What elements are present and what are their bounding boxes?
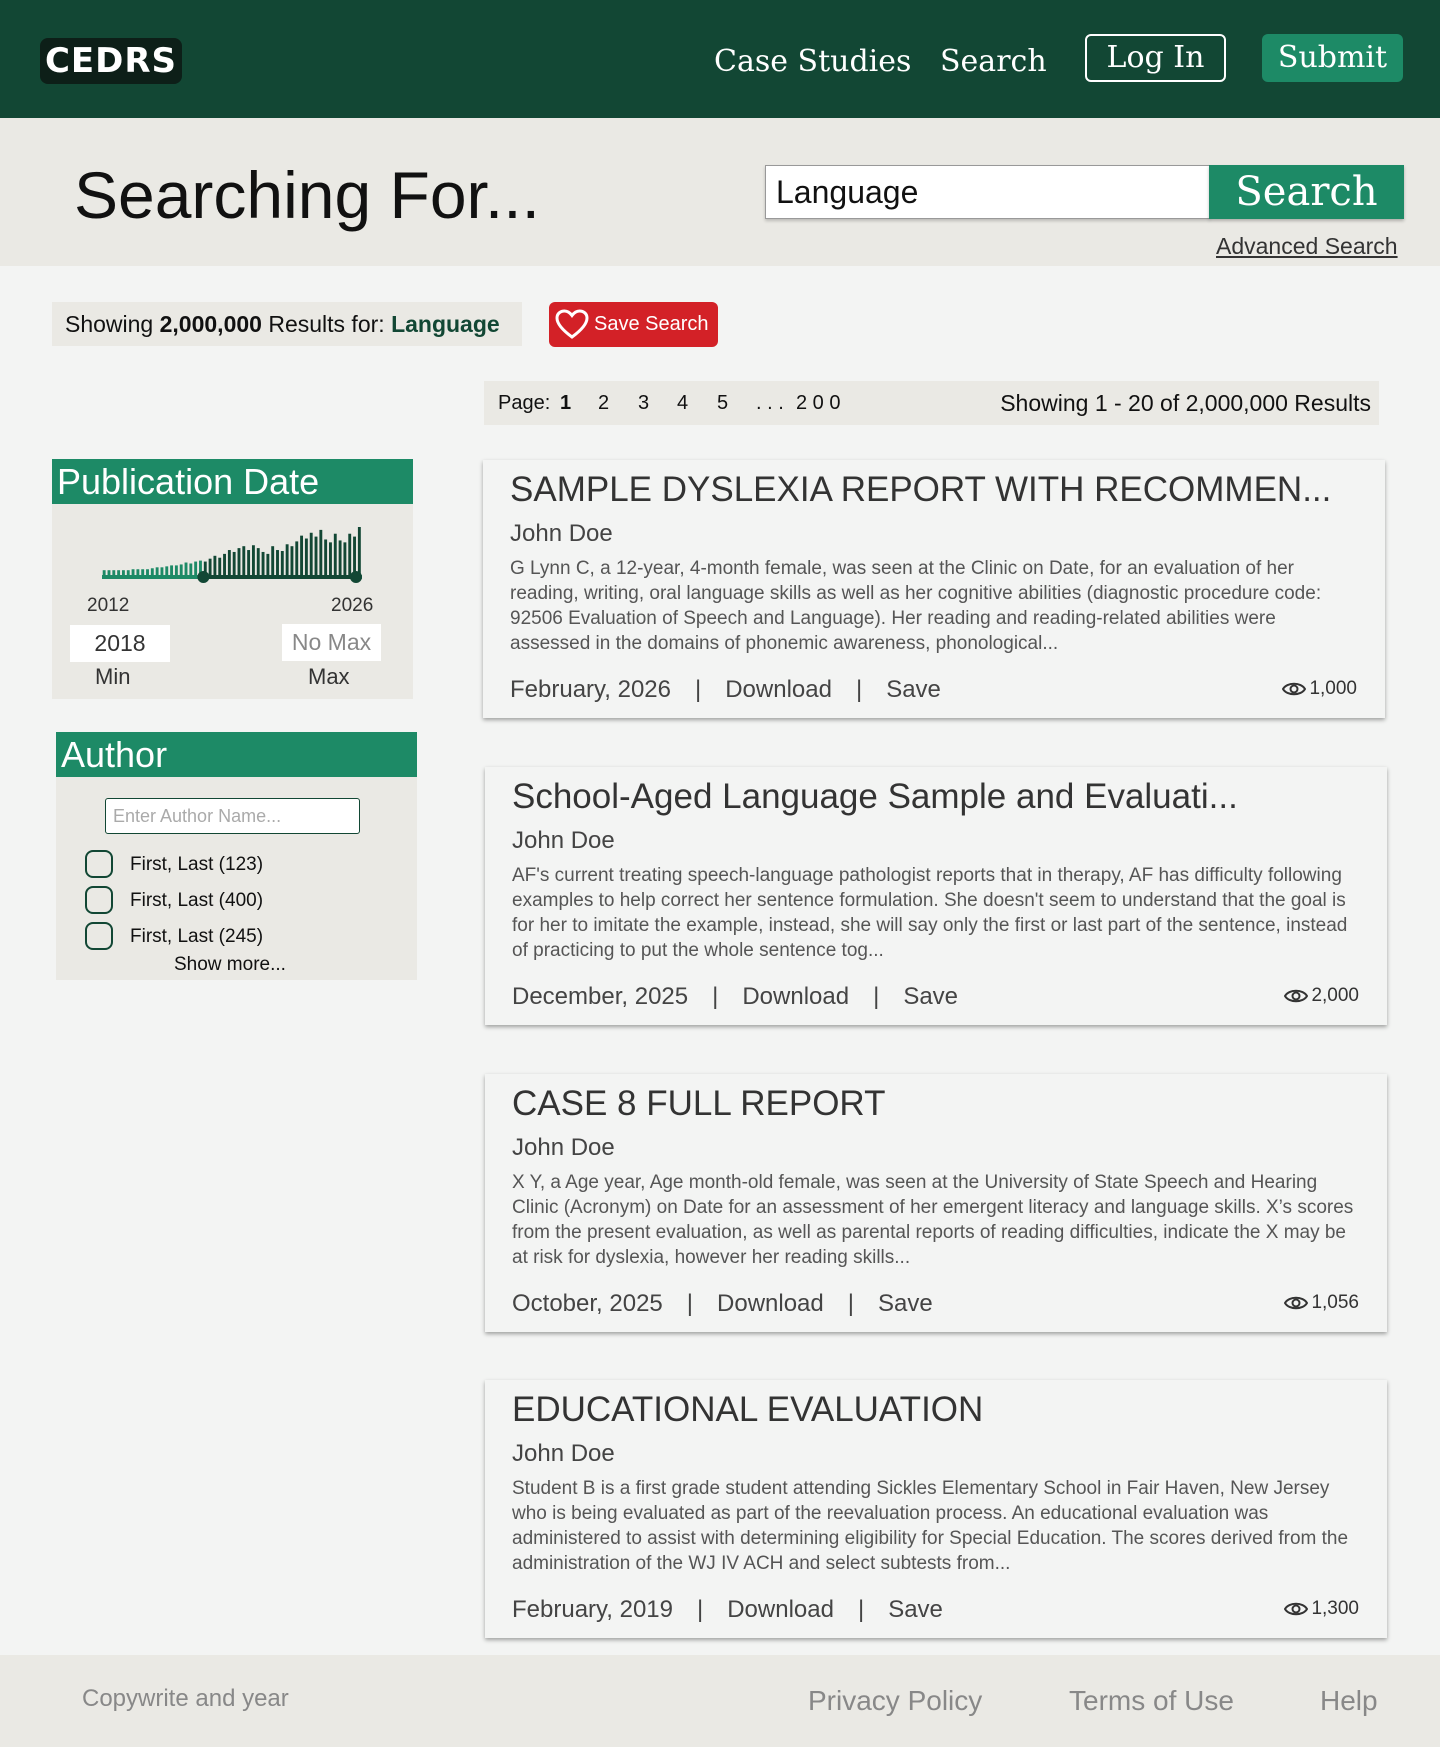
histogram-bar <box>136 569 139 575</box>
save-link[interactable]: Save <box>877 1290 933 1317</box>
histogram-start-year: 2012 <box>87 595 130 616</box>
author-search-input[interactable]: Enter Author Name... <box>105 798 360 834</box>
result-footer <box>512 1290 933 1318</box>
separator: | <box>712 983 719 1010</box>
histogram-bar <box>257 548 260 575</box>
page-link-2[interactable]: 2 <box>598 392 610 414</box>
result-card[interactable] <box>485 767 1387 1025</box>
view-count <box>1284 985 1359 1007</box>
result-date: February, 2026 <box>510 676 671 703</box>
histogram-bar <box>324 539 327 575</box>
separator: | <box>694 676 702 703</box>
histogram-bar <box>300 536 303 575</box>
page-link-5[interactable]: 5 <box>717 392 729 414</box>
download-link[interactable]: Download <box>742 983 850 1010</box>
histogram-bar <box>189 563 192 575</box>
terms-of-use-link[interactable]: Terms of Use <box>1069 1685 1234 1716</box>
page-link-4[interactable]: 4 <box>677 392 689 414</box>
view-count-value: 2,000 <box>1311 985 1359 1006</box>
histogram-bar <box>233 552 236 575</box>
page-footer <box>0 1655 1440 1747</box>
separator: | <box>873 983 880 1010</box>
view-count <box>1282 678 1357 700</box>
histogram-bar <box>218 558 221 575</box>
save-link[interactable]: Save <box>886 676 941 703</box>
histogram-bar <box>117 570 120 575</box>
author-checkbox[interactable] <box>85 886 113 914</box>
result-description: X Y, a Age year, Age month-old female, was seen at the University of State Speech and Hearing Clinic (Acronym) on Date for an assessment of her emergent literacy and language skills. X’s scores from the present evaluation, as well as parental reports of reading difficulties, indicate the X may be at risk for dyslexia, however her reading skills... <box>512 1172 1354 1268</box>
max-label: Max <box>308 664 350 689</box>
result-date: October, 2025 <box>512 1290 663 1317</box>
publication-date-histogram[interactable] <box>102 523 362 585</box>
histogram-bar <box>319 530 322 575</box>
result-title[interactable]: SAMPLE DYSLEXIA REPORT WITH RECOMMEN... <box>510 470 1332 509</box>
histogram-bar <box>310 533 313 575</box>
save-search-button[interactable] <box>549 302 718 347</box>
histogram-bar <box>132 569 135 575</box>
histogram-bar <box>315 537 318 575</box>
summary-prefix: Showing <box>65 311 160 337</box>
search-input[interactable]: Language <box>765 165 1210 219</box>
nav-search-link[interactable]: Search <box>940 44 1047 79</box>
submit-button[interactable]: Submit <box>1262 34 1403 82</box>
summary-middle: Results for: <box>261 311 392 337</box>
min-year-input[interactable]: 2018 <box>70 625 170 662</box>
histogram-bar <box>358 527 361 575</box>
histogram-bar <box>108 570 111 575</box>
author-option-label: First, Last (123) <box>130 854 264 875</box>
publication-date-filter <box>52 459 413 699</box>
log-in-button[interactable]: Log In <box>1085 34 1226 82</box>
histogram-bar <box>271 546 274 575</box>
eye-icon <box>1284 987 1308 1005</box>
author-filter-title: Author <box>56 732 417 777</box>
histogram-bar <box>228 550 231 575</box>
histogram-bar <box>146 569 149 575</box>
results-range: Showing 1 - 20 of 2,000,000 Results <box>1000 390 1371 416</box>
view-count-value: 1,056 <box>1311 1292 1359 1313</box>
nav-case-studies-link[interactable]: Case Studies <box>714 44 912 79</box>
histogram-bar <box>141 569 144 575</box>
histogram-bar <box>252 545 255 575</box>
author-checkbox[interactable] <box>85 850 113 878</box>
max-year-input[interactable]: No Max <box>282 624 381 661</box>
result-title[interactable]: School-Aged Language Sample and Evaluati... <box>512 777 1238 816</box>
view-count-value: 1,300 <box>1311 1598 1359 1619</box>
page-ellipsis: . . . <box>756 392 784 414</box>
help-link[interactable]: Help <box>1320 1685 1378 1716</box>
view-count <box>1284 1292 1359 1314</box>
show-more-authors-link[interactable]: Show more... <box>174 954 286 975</box>
pagination-bar <box>484 381 1379 425</box>
download-link[interactable]: Download <box>725 676 832 703</box>
histogram-bar <box>334 534 337 575</box>
download-link[interactable]: Download <box>727 1596 834 1623</box>
histogram-bar <box>348 534 351 575</box>
publication-date-title: Publication Date <box>52 459 413 504</box>
cedrs-logo[interactable]: CEDRS <box>40 38 182 84</box>
author-option-label: First, Last (400) <box>130 890 264 911</box>
histogram-bar <box>213 556 216 575</box>
histogram-bar <box>339 540 342 575</box>
result-description: G Lynn C, a 12-year, 4-month female, was seen at the Clinic on Date, for an evaluation of her reading, writing, oral language skills as well as her cognitive abilities (diagnostic procedure code: 92506 Evaluation of Speech and Language). Her reading and reading-related abilities were assessed in the domains of phonemic awareness, phonological... <box>510 558 1322 654</box>
histogram-end-year: 2026 <box>331 595 374 616</box>
histogram-bar <box>209 559 212 575</box>
copyright-text: Copywrite and year <box>82 1685 289 1712</box>
histogram-bar <box>175 565 178 575</box>
view-count-value: 1,000 <box>1309 678 1357 699</box>
histogram-bar <box>112 570 115 575</box>
author-option-label: First, Last (245) <box>130 926 264 947</box>
separator: | <box>696 1596 704 1623</box>
page-link-1[interactable]: 1 <box>560 392 572 414</box>
histogram-bar <box>291 546 294 575</box>
results-summary <box>52 302 522 346</box>
advanced-search-link[interactable]: Advanced Search <box>1216 233 1398 259</box>
eye-icon <box>1282 680 1306 698</box>
histogram-bar <box>353 537 356 575</box>
result-card[interactable] <box>483 460 1385 718</box>
histogram-bar <box>276 550 279 575</box>
min-label: Min <box>95 664 131 689</box>
histogram-bar <box>343 542 346 575</box>
histogram-bar <box>170 565 173 575</box>
histogram-bar <box>286 544 289 575</box>
page-title: Searching For... <box>74 158 540 232</box>
separator: | <box>686 1290 694 1317</box>
result-description: Student B is a first grade student attending Sickles Elementary School in Fair Haven, New Jersey who is being evaluated as part of the reevaluation process. An educational evaluation was administered to assist with determining eligibility for Special Education. The scores derived from the administration of the WJ IV ACH and select subtests from... <box>512 1478 1349 1574</box>
histogram-bar <box>242 546 245 575</box>
privacy-policy-link[interactable]: Privacy Policy <box>808 1685 983 1716</box>
result-card[interactable] <box>485 1380 1387 1638</box>
result-date: December, 2025 <box>512 983 689 1010</box>
histogram-bar <box>305 539 308 575</box>
result-author[interactable]: John Doe <box>512 827 615 854</box>
histogram-bar <box>238 548 241 575</box>
eye-icon <box>1284 1294 1308 1312</box>
result-card[interactable] <box>485 1074 1387 1332</box>
heart-icon <box>555 309 589 340</box>
histogram-bar <box>165 566 168 575</box>
save-link[interactable]: Save <box>903 983 959 1010</box>
top-navigation-bar <box>0 0 1440 118</box>
result-description: AF's current treating speech-language pathologist reports that in therapy, AF has difficulty following examples to help correct her sentence formulation. She doesn't seem to understand that the goal is for her to imitate the example, instead, she will say only the first or last part of the sentence, instead of practicing to put the whole sentence tog... <box>512 865 1348 961</box>
summary-count: 2,000,000 <box>159 311 262 337</box>
histogram-bar <box>262 552 265 575</box>
histogram-bar <box>151 568 154 575</box>
separator: | <box>855 676 863 703</box>
result-footer <box>510 676 941 704</box>
histogram-bar <box>223 554 226 575</box>
save-search-label: Save Search <box>594 313 709 335</box>
search-banner <box>0 118 1440 266</box>
author-checkbox[interactable] <box>85 922 113 950</box>
result-author[interactable]: John Doe <box>512 1134 615 1161</box>
separator: | <box>847 1290 854 1317</box>
result-footer <box>512 983 958 1011</box>
histogram-bar <box>127 570 130 575</box>
histogram-bar <box>122 570 125 575</box>
result-title[interactable]: CASE 8 FULL REPORT <box>512 1084 886 1123</box>
histogram-bar <box>266 554 269 575</box>
histogram-bar <box>329 542 332 575</box>
histogram-bar <box>180 564 183 575</box>
result-footer <box>512 1596 943 1624</box>
search-button[interactable]: Search <box>1209 165 1404 219</box>
histogram-bar <box>281 551 284 575</box>
view-count <box>1284 1598 1359 1620</box>
result-author[interactable]: John Doe <box>510 520 613 547</box>
histogram-bar <box>161 567 164 575</box>
range-slider-min-handle[interactable] <box>197 571 209 583</box>
histogram-bar <box>295 541 298 575</box>
page-link-last[interactable]: 2 0 0 <box>796 392 841 414</box>
page-link-3[interactable]: 3 <box>638 392 650 414</box>
download-link[interactable]: Download <box>717 1290 824 1317</box>
histogram-bar <box>156 567 159 575</box>
summary-query: Language <box>391 311 500 337</box>
result-title[interactable]: EDUCATIONAL EVALUATION <box>512 1390 984 1429</box>
range-slider-max-handle[interactable] <box>350 571 362 583</box>
eye-icon <box>1284 1600 1308 1618</box>
separator: | <box>857 1596 865 1623</box>
author-filter <box>56 732 417 980</box>
histogram-bar <box>247 550 250 575</box>
result-author[interactable]: John Doe <box>512 1440 615 1467</box>
page-label: Page: <box>498 392 551 414</box>
histogram-bar <box>194 562 197 575</box>
result-date: February, 2019 <box>512 1596 673 1623</box>
histogram-bar <box>103 570 106 575</box>
histogram-bar <box>185 563 188 575</box>
save-link[interactable]: Save <box>888 1596 943 1623</box>
